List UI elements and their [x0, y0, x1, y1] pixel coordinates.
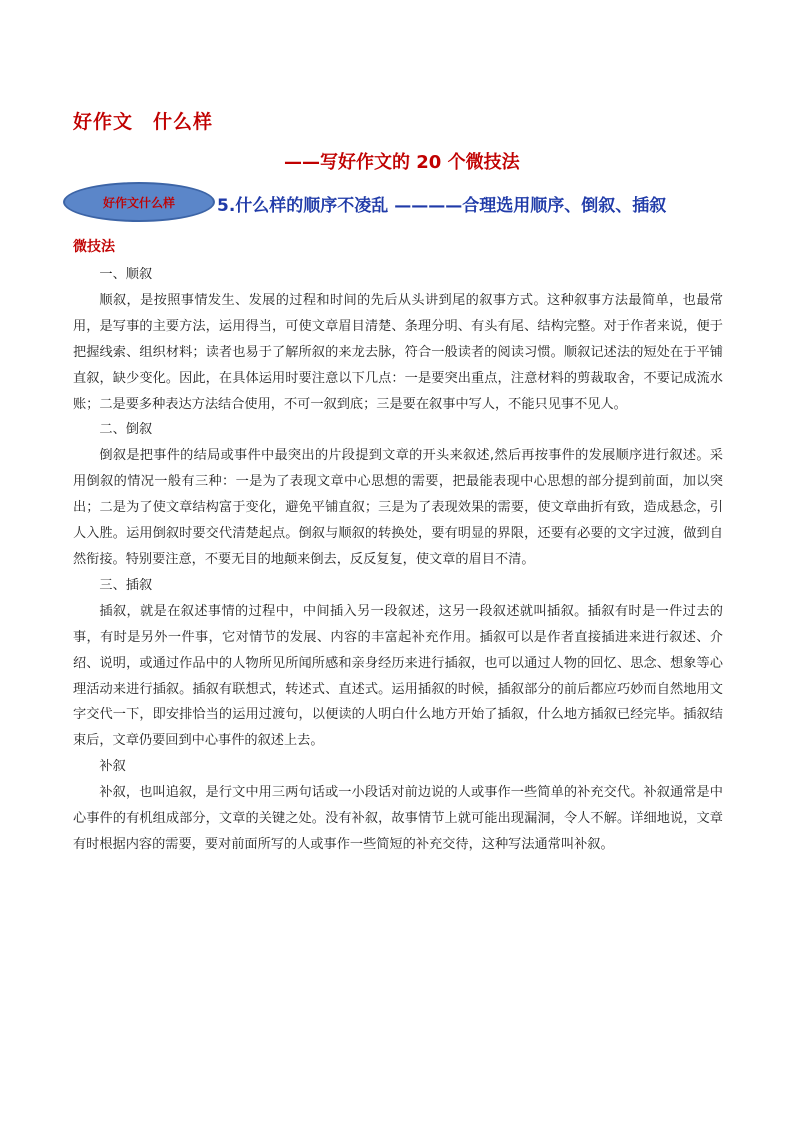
paragraph-chaxu: 插叙，就是在叙述事情的过程中，中间插入另一段叙述，这另一段叙述就叫插叙。插叙有时是一件过去的事，有时是另外一件事，它对情节的发展、内容的丰富起补充作用。插叙可以是作者直接插进来进行叙述、介绍、说明，或通过作品中的人物所见所闻所感和亲身经历来进行插叙，也可以通过人物的回忆、思念、想象等心理活动来进行插叙。插叙有联想式，转述式、直述式。运用插叙的时候，插叙部分的前后都应巧妙而自然地用文字交代一下，即安排恰当的运用过渡句，以便读的人明白什么地方开始了插叙，什么地方插叙已经完毕。插叙结束后，文章仍要回到中心事件的叙述上去。 [73, 603, 723, 749]
page-subtitle: ——写好作文的 20 个微技法 [284, 152, 520, 173]
section-heading-chaxu: 三、插叙 [99, 577, 153, 593]
paragraph-daoxu: 倒叙是把事件的结局或事件中最突出的片段提到文章的开头来叙述,然后再按事件的发展顺序进行叙述。采用倒叙的情况一般有三种：一是为了表现文章中心思想的需要，把最能表现中心思想的部分提到前面，加以突出；二是为了使文章结构富于变化，避免平铺直叙；三是为了表现效果的需要，使文章曲折有致，造成悬念，引人入胜。运用倒叙时要交代清楚起点。倒叙与顺叙的转换处，要有明显的界限，还要有必要的文字过渡，做到自然衔接。特别要注意，不要无目的地颠来倒去，反反复复，使文章的眉目不清。 [73, 448, 723, 567]
page-title: 好作文 什么样 [73, 111, 214, 133]
paragraph-buxu: 补叙，也叫追叙，是行文中用三两句话或一小段话对前边说的人或事作一些简单的补充交代。补叙通常是中心事件的有机组成部分，文章的关键之处。没有补叙，故事情节上就可能出现漏洞，令人不解。详细地说，文章有时根据内容的需要，要对前面所写的人或事作一些简短的补充交待，这种写法通常叫补叙。 [73, 785, 723, 852]
section-heading-buxu: 补叙 [99, 759, 126, 775]
technique-label: 微技法 [73, 239, 115, 255]
paragraph-shunxu: 顺叙，是按照事情发生、发展的过程和时间的先后从头讲到尾的叙事方式。这种叙事方法最简单，也最常用，是写事的主要方法，运用得当，可使文章眉目清楚、条理分明、有头有尾、结构完整。对于作者来说，便于把握线索、组织材料；读者也易于了解所叙的来龙去脉，符合一般读者的阅读习惯。顺叙记述法的短处在于平铺直叙，缺少变化。因此，在具体运用时要注意以下几点：一是要突出重点，注意材料的剪裁取舍，不要记成流水账；二是要多种表达方法结合使用，不可一叙到底；三是要在叙事中写人，不能只见事不见人。 [73, 292, 723, 412]
article-body [73, 262, 723, 858]
section-heading-daoxu: 二、倒叙 [99, 422, 153, 438]
section-heading: 5.什么样的顺序不凌乱 ————合理选用顺序、倒叙、插叙 [217, 196, 667, 216]
topic-badge: 好作文什么样 [63, 182, 215, 222]
section-heading-shunxu: 一、顺叙 [99, 267, 153, 282]
